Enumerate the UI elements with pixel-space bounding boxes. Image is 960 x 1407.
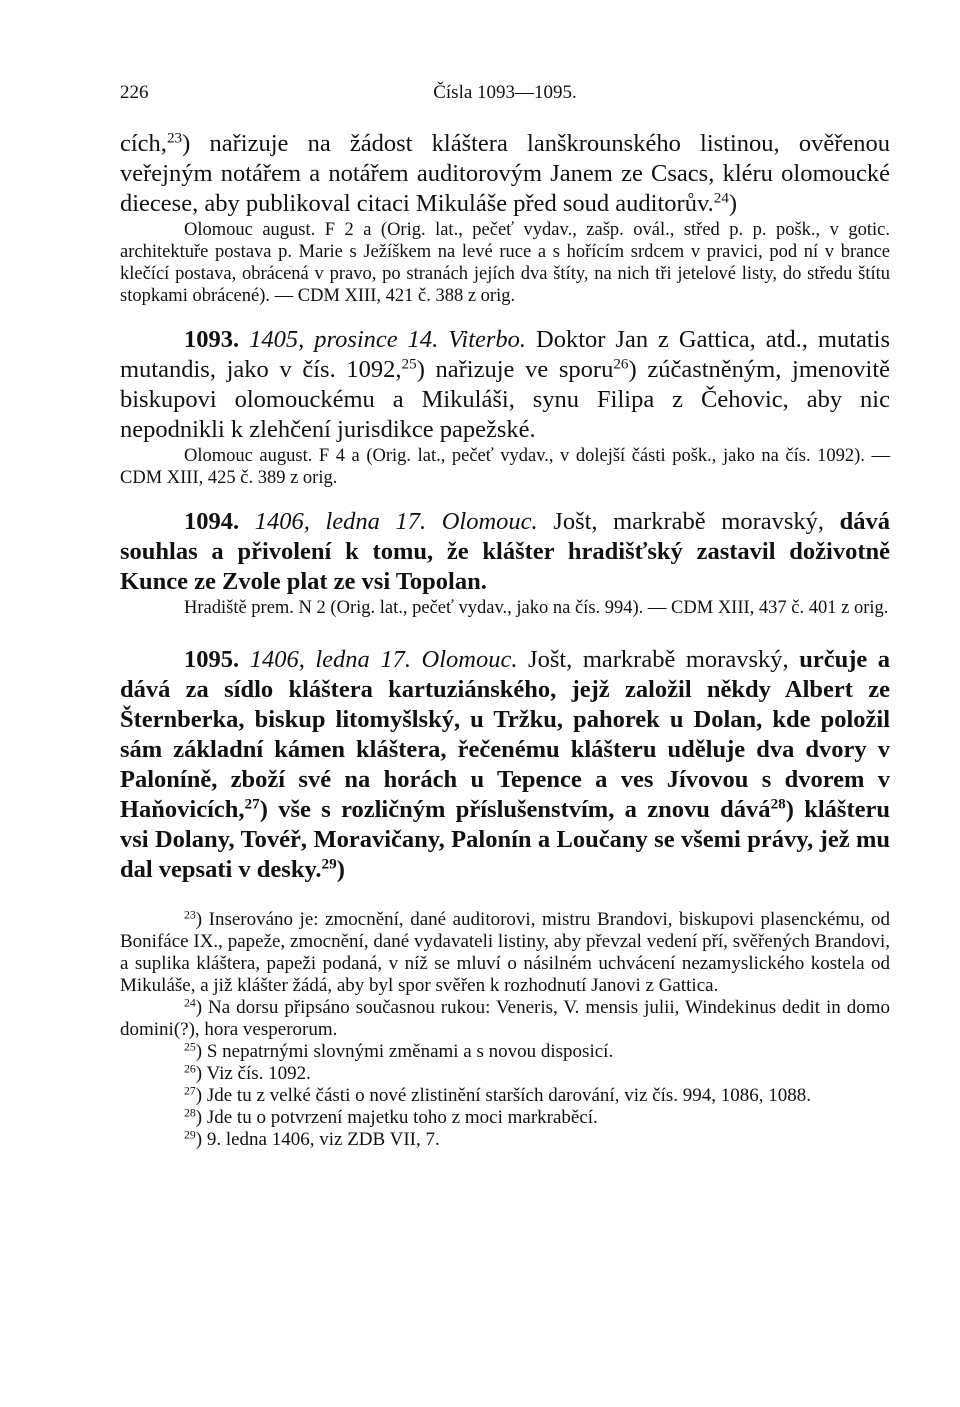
page-header bbox=[120, 82, 890, 112]
entry-date: 1405, prosince 14. Viterbo. bbox=[249, 326, 527, 353]
footnote-ref: 24 bbox=[713, 189, 729, 207]
footnote-mark: 24 bbox=[184, 996, 196, 1010]
footnote: $^{29}$) 9. ledna 1406, viz ZDB VII, 7. bbox=[184, 1128, 440, 1150]
entry-summary: dává souhlas a přivolení k tomu, že klášter hradišťský zastavil doživotně Kunce ze Zvole plat ze vsi Topolan. bbox=[120, 508, 891, 595]
footnote-ref: 23 bbox=[166, 129, 183, 147]
continued-paragraph: cích,$^{23}$) nařizuje na žádost kláštera lanškrounského listinou, ověřenou veřejným notářem a notářem auditorovým Janem ze Csacs, kléru olomoucké diecese, aby publikoval citaci Mikuláše před soud auditorův.$^{24}$) bbox=[120, 129, 890, 217]
entry-summary: určuje a dává za sídlo kláštera kartuziánského, jejž založil někdy Albert ze Šternberka, biskup litomyšlský, u Tržku, pahorek u Dolan, kde položil sám základní kámen kláštera, řečenému klášteru uděluje dva dvory v Paloníně, zboží své na horách u Tepence a ves Jívovou s dvorem v Haňovicích,$^{27}$) vše s rozličným příslušenstvím, a znovu dává$^{28}$) klášteru vsi Dolany, Tovéř, Moravičany, Palonín a Loučany se všemi právy, jež mu dal vepsati v desky.$^{29}$) bbox=[120, 646, 891, 883]
footnote: $^{23}$) Inserováno je: zmocnění, dané auditorovi, mistru Brandovi, biskupovi plasenckému, od Bonifáce IX., papeže, zmocnění, dané vydavateli listiny, aby převzal vedení pří, svěřených Brandovi, a suplika kláštera, papeži podaná, v níž se mluví o násilném uchvácení nezamyslického kostela od Mikuláše, a již klášter žádá, aby byl spor svěřen k rozhodnutí Janovi z Gattica. bbox=[120, 908, 890, 996]
footnote: $^{26}$) Viz čís. 1092. bbox=[184, 1062, 311, 1084]
source-note: Olomouc august. F 2 a (Orig. lat., pečeť vydav., zašp. ovál., střed p. p. pošk., v gotic. architektuře postava p. Marie s Ježíškem na levé ruce a s hořícím srdcem v pravici, pod ní v brance klečící postava, obrácená v pravo, po stranách jejích dva štíty, na nich tři jetelové listy, do středu štítu stopkami obrácené). — CDM XIII, 421 č. 388 z orig. bbox=[120, 220, 890, 306]
footnote-mark: 27 bbox=[184, 1084, 196, 1098]
footnote: $^{25}$) S nepatrnými slovnými změnami a s novou disposicí. bbox=[184, 1040, 614, 1062]
footnote: $^{24}$) Na dorsu připsáno současnou rukou: Veneris, V. mensis julii, Windekinus dedit in domo domini(?), hora vesperorum. bbox=[120, 996, 890, 1040]
footnote-ref: 27 bbox=[244, 795, 260, 813]
source-note: Hradiště prem. N 2 (Orig. lat., pečeť vydav., jako na čís. 994). — CDM XIII, 437 č. 401 z orig. bbox=[184, 598, 889, 618]
footnote-mark: 25 bbox=[184, 1040, 196, 1054]
entry-number: 1093. bbox=[184, 326, 240, 353]
page-number: 226 bbox=[120, 82, 149, 103]
footnote-mark: 29 bbox=[184, 1128, 196, 1142]
entry-date: 1406, ledna 17. Olomouc. bbox=[249, 646, 518, 673]
footnote-mark: 28 bbox=[184, 1106, 196, 1120]
footnote-ref: 29 bbox=[321, 855, 337, 873]
entry-1094: 1094. 1406, ledna 17. Olomouc. Jošt, markrabě moravský, dává souhlas a přivolení k tomu, že klášter hradišťský zastavil doživotně Kunce ze Zvole plat ze vsi Topolan. bbox=[120, 508, 891, 595]
source-note: Olomouc august. F 4 a (Orig. lat., pečeť vydav., v dolejší části pošk., jako na čís. 1092). — CDM XIII, 425 č. 389 z orig. bbox=[120, 446, 890, 488]
footnote: $^{28}$) Jde tu o potvrzení majetku toho z moci markraběcí. bbox=[184, 1106, 598, 1128]
footnote-ref: 26 bbox=[613, 355, 629, 373]
entry-number: 1095. bbox=[184, 646, 240, 673]
footnote-ref: 28 bbox=[770, 795, 786, 813]
footnotes bbox=[120, 909, 890, 1151]
footnote-ref: 25 bbox=[401, 355, 417, 373]
footnote-mark: 26 bbox=[184, 1062, 196, 1076]
entry-1093: 1093. 1405, prosince 14. Viterbo. Doktor Jan z Gattica, atd., mutatis mutandis, jako v čís. 1092,25) nařizuje ve sporu$^{26}$) zúčastněným, jmenovitě biskupovi olomouckému a Mikuláši, synu Filipa z Čehovic, aby nic nepodnikli k zlehčení jurisdikce papežské. bbox=[120, 326, 891, 443]
entry-1095: 1095. 1406, ledna 17. Olomouc. Jošt, markrabě moravský, určuje a dává za sídlo kláštera kartuziánského, jejž založil někdy Albert ze Šternberka, biskup litomyšlský, u Tržku, pahorek u Dolan, kde položil sám základní kámen kláštera, řečenému klášteru uděluje dva dvory v Paloníně, zboží své na horách u Tepence a ves Jívovou s dvorem v Haňovicích,$^{27}$) vše s rozličným příslušenstvím, a znovu dává$^{28}$) klášteru vsi Dolany, Tovéř, Moravičany, Palonín a Loučany se všemi právy, jež mu dal vepsati v desky.$^{29}$) bbox=[120, 646, 891, 883]
entry-number: 1094. bbox=[184, 508, 240, 535]
footnote: $^{27}$) Jde tu z velké části o nové zlistinění starších darování, viz čís. 994, 1086, 1088. bbox=[184, 1084, 812, 1106]
running-title: Čísla 1093—1095. bbox=[433, 82, 577, 103]
entry-date: 1406, ledna 17. Olomouc. bbox=[254, 508, 538, 535]
page bbox=[120, 82, 890, 1151]
footnote-mark: 23 bbox=[184, 908, 196, 922]
